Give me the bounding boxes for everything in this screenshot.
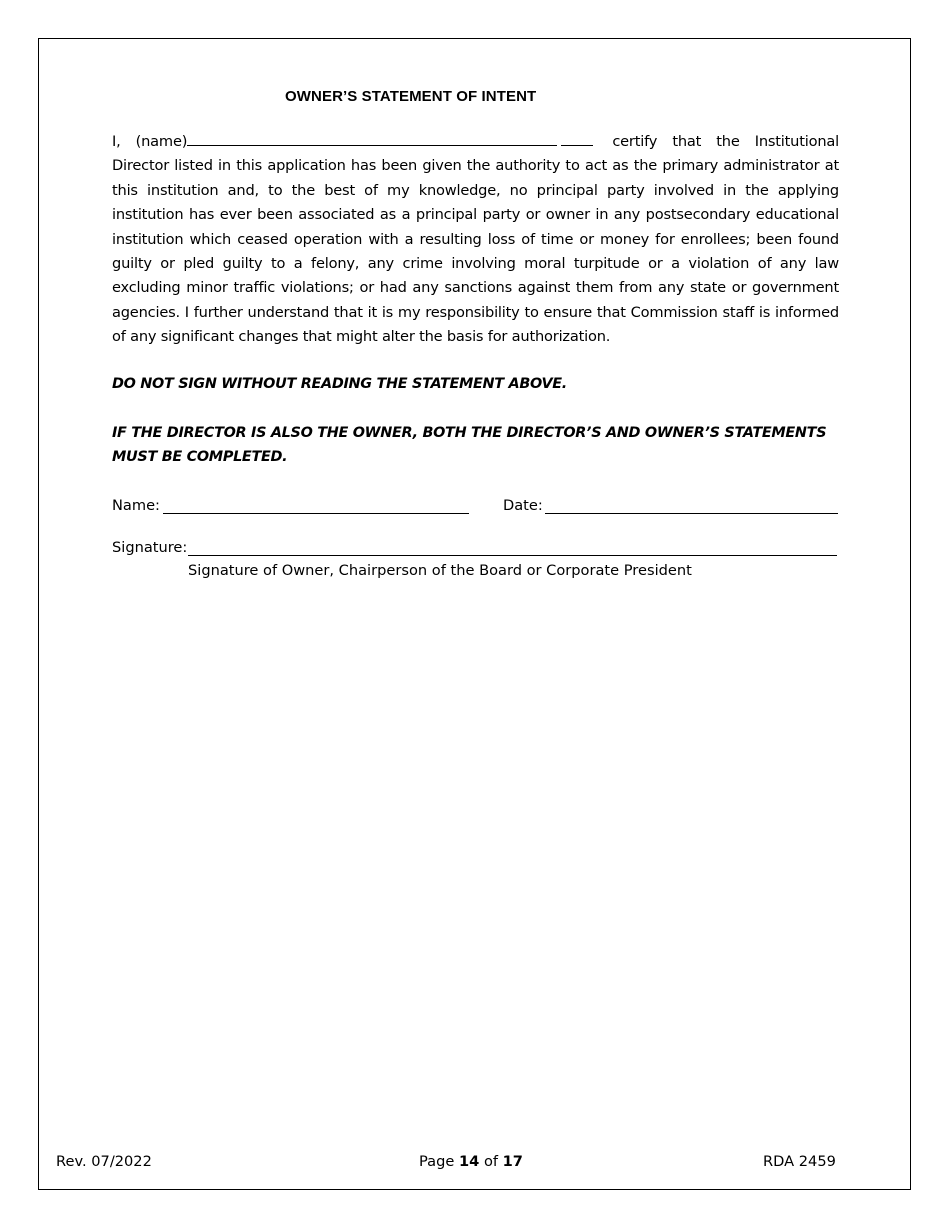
name-field[interactable] — [163, 513, 469, 514]
page-total: 17 — [502, 1153, 523, 1170]
date-label: Date: — [503, 497, 543, 514]
page-of: of — [483, 1153, 499, 1170]
page-current: 14 — [458, 1153, 480, 1170]
statement-prefix: I, (name) — [112, 133, 188, 150]
signature-label: Signature: — [112, 539, 188, 556]
statement-paragraph — [112, 130, 839, 350]
signature-field[interactable] — [188, 555, 837, 556]
owner-name-blank-extension[interactable] — [561, 131, 593, 146]
page-prefix: Page — [419, 1153, 455, 1170]
statement-body: certify that the Institutional Director listed in this application has been given the authority to act as the primary administrator at this institution and, to the best of my knowledge, no principal party involved in the applying institution has ever been associated as a principal party or owner in any postsecondary educational institution which ceased operation with a resulting loss of time or money for enrollees; been found guilty or pled guilty to a felony, any crime involving moral turpitude or a violation of any law excluding minor traffic violations; or had any sanctions against them from any state or government agencies. I further understand that it is my responsibility to ensure that Commission staff is informed of any significant changes that might alter the basis for authorization. — [112, 133, 839, 346]
name-label: Name: — [112, 497, 160, 514]
form-id: RDA 2459 — [763, 1153, 836, 1170]
warning-read-statement: DO NOT SIGN WITHOUT READING THE STATEMENT ABOVE. — [112, 376, 567, 392]
date-field[interactable] — [545, 513, 838, 514]
page-number — [419, 1153, 523, 1170]
signature-caption: Signature of Owner, Chairperson of the Board or Corporate President — [188, 562, 692, 579]
page-title: OWNER’S STATEMENT OF INTENT — [285, 88, 537, 105]
owner-name-blank[interactable] — [187, 131, 557, 146]
warning-director-owner: IF THE DIRECTOR IS ALSO THE OWNER, BOTH THE DIRECTOR’S AND OWNER’S STATEMENTS MUST BE COMPLETED. — [112, 425, 827, 466]
revision-date: Rev. 07/2022 — [56, 1153, 152, 1170]
